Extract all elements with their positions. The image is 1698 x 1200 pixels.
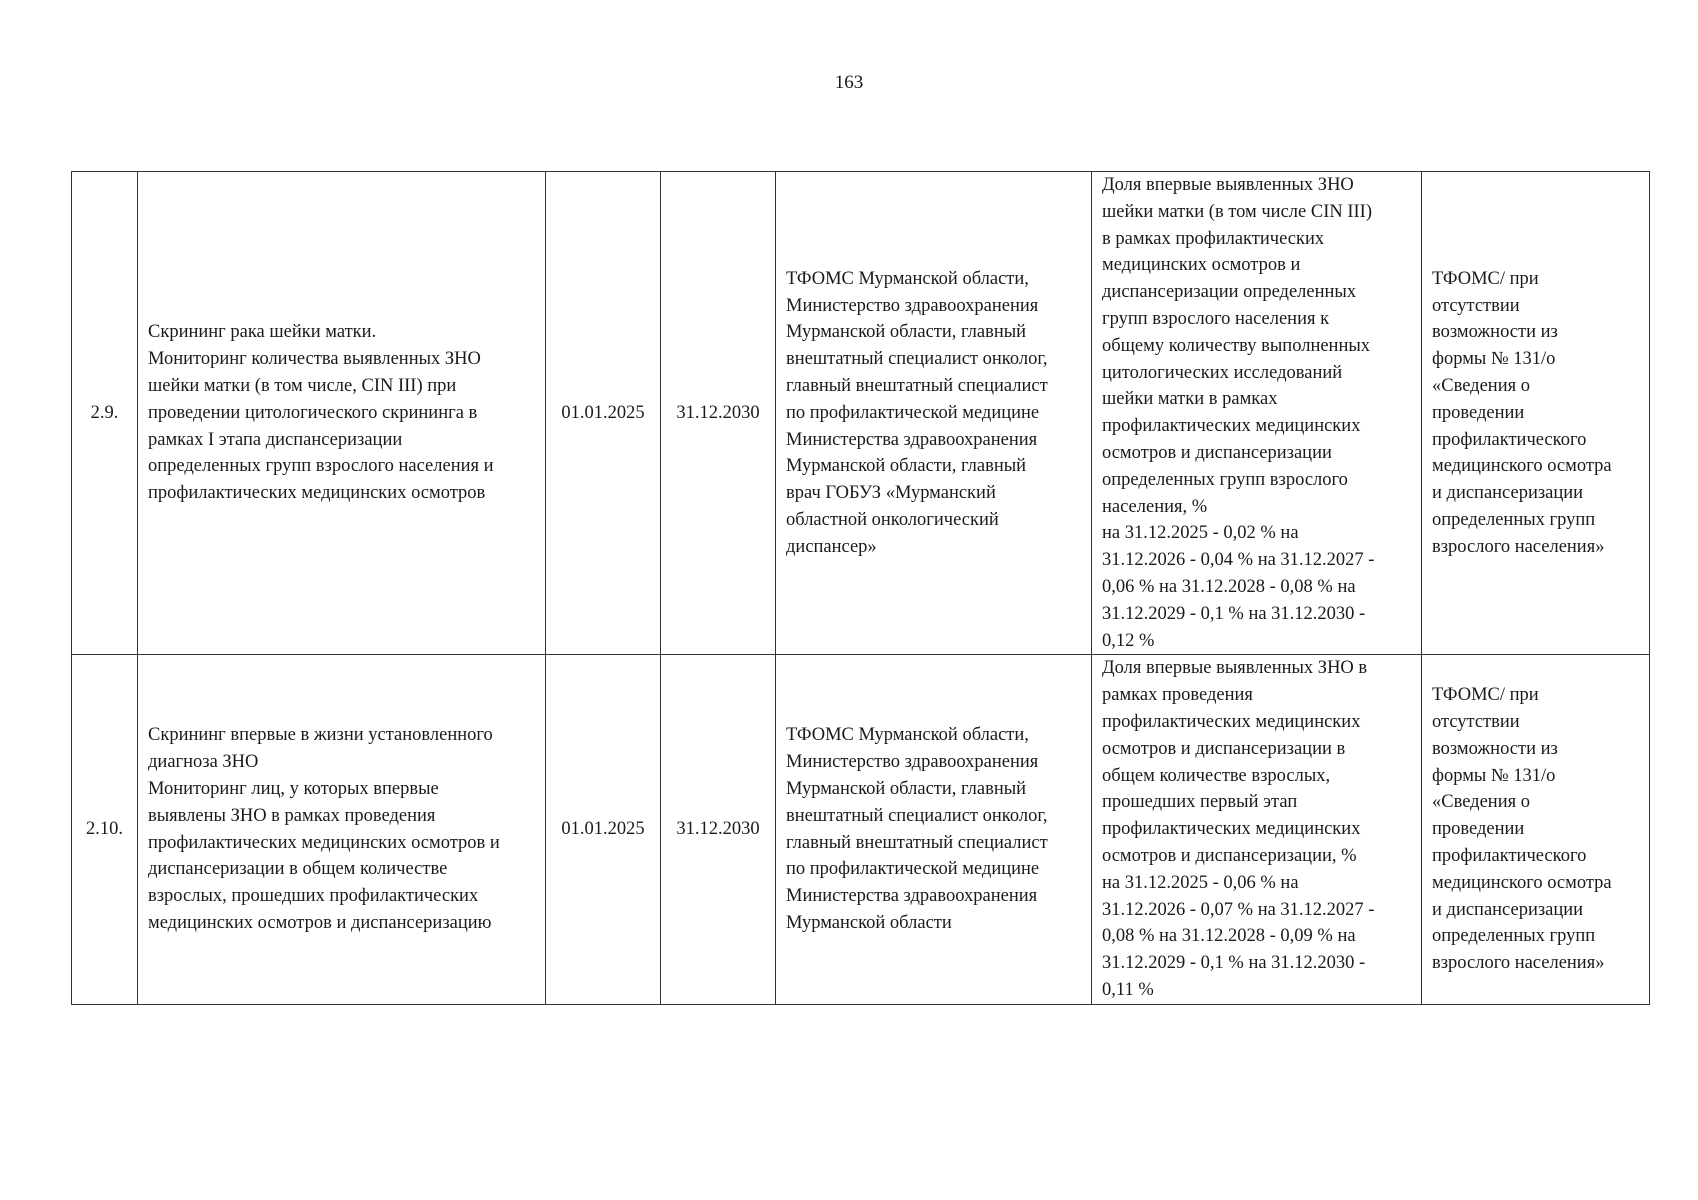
table-row: [72, 172, 1650, 655]
measure-description: [138, 655, 546, 1004]
text-line: Мурманской области, главный: [786, 456, 1027, 477]
end-date: 31.12.2030: [661, 655, 776, 1004]
text-line: проведении: [1432, 819, 1525, 840]
text-line: 31.12.2029 - 0,1 % на 31.12.2030 -: [1102, 603, 1366, 624]
text-line: отсутствии: [1432, 295, 1520, 316]
text-line: врач ГОБУЗ «Мурманский: [786, 483, 996, 504]
text-line: медицинских осмотров и диспансеризацию: [148, 912, 492, 933]
row-number: 2.10.: [72, 655, 138, 1004]
text-line: проведении цитологического скрининга в: [148, 402, 478, 423]
text-line: медицинского осмотра: [1432, 872, 1612, 893]
table-row: [72, 655, 1650, 1004]
text-line: определенных групп: [1432, 926, 1596, 947]
text-line: шейки матки (в том числе CIN III): [1102, 201, 1372, 222]
text-line: ТФОМС Мурманской области,: [786, 268, 1029, 289]
text-line: по профилактической медицине: [786, 402, 1040, 423]
row-number: 2.9.: [72, 172, 138, 655]
text-line: областной онкологический: [786, 509, 999, 530]
text-line: 0,11 %: [1102, 979, 1154, 1000]
data-source: [1422, 172, 1650, 655]
text-line: общем количестве взрослых,: [1102, 765, 1331, 786]
text-line: профилактических медицинских: [1102, 711, 1361, 732]
text-line: профилактических медицинских: [1102, 416, 1361, 437]
text-line: Мурманской области: [786, 912, 952, 933]
text-line: внештатный специалист онколог,: [786, 349, 1048, 370]
measure-description: [138, 172, 546, 655]
text-line: рамках проведения: [1102, 685, 1253, 706]
responsible-executors: [776, 172, 1092, 655]
text-line: Министерство здравоохранения: [786, 295, 1039, 316]
start-date: 01.01.2025: [546, 655, 661, 1004]
text-line: Скрининг впервые в жизни установленного: [148, 725, 493, 746]
measures-table: [71, 171, 1650, 1005]
start-date: 01.01.2025: [546, 172, 661, 655]
text-line: взрослого населения»: [1432, 953, 1605, 974]
text-line: профилактических медицинских осмотров: [148, 483, 486, 504]
text-line: «Сведения о: [1432, 792, 1530, 813]
text-line: диспансер»: [786, 536, 877, 557]
text-line: Доля впервые выявленных ЗНО: [1102, 175, 1354, 195]
text-line: ТФОМС/ при: [1432, 268, 1539, 289]
text-line: шейки матки (в том числе, CIN III) при: [148, 375, 457, 396]
text-line: на 31.12.2025 - 0,02 % на: [1102, 523, 1299, 544]
text-line: осмотров и диспансеризации, %: [1102, 845, 1357, 866]
text-line: осмотров и диспансеризации в: [1102, 738, 1346, 759]
text-line: Министерства здравоохранения: [786, 886, 1038, 907]
text-line: определенных групп взрослого населения и: [148, 456, 494, 477]
text-line: Доля впервые выявленных ЗНО в: [1102, 658, 1368, 679]
text-line: формы № 131/о: [1432, 765, 1556, 786]
text-line: в рамках профилактических: [1102, 228, 1325, 249]
text-line: на 31.12.2025 - 0,06 % на: [1102, 872, 1299, 893]
text-line: возможности из: [1432, 738, 1558, 759]
text-line: общему количеству выполненных: [1102, 335, 1371, 356]
text-line: взрослого населения»: [1432, 536, 1605, 557]
text-line: медицинского осмотра: [1432, 456, 1612, 477]
text-line: профилактических медицинских осмотров и: [148, 832, 500, 853]
text-line: 31.12.2026 - 0,07 % на 31.12.2027 -: [1102, 899, 1375, 920]
text-line: выявлены ЗНО в рамках проведения: [148, 805, 436, 826]
text-line: осмотров и диспансеризации: [1102, 442, 1332, 463]
text-line: Мониторинг количества выявленных ЗНО: [148, 349, 481, 370]
text-line: проведении: [1432, 402, 1525, 423]
text-line: населения, %: [1102, 496, 1208, 517]
text-line: групп взрослого населения к: [1102, 308, 1330, 329]
text-line: 0,08 % на 31.12.2028 - 0,09 % на: [1102, 926, 1356, 947]
text-line: прошедших первый этап: [1102, 792, 1298, 813]
text-line: определенных групп: [1432, 509, 1596, 530]
text-line: профилактических медицинских: [1102, 819, 1361, 840]
text-line: возможности из: [1432, 322, 1558, 343]
text-line: диагноза ЗНО: [148, 752, 259, 773]
text-line: диспансеризации в общем количестве: [148, 859, 448, 880]
text-line: шейки матки в рамках: [1102, 389, 1278, 410]
text-line: Министерство здравоохранения: [786, 752, 1039, 773]
text-line: цитологических исследований: [1102, 362, 1343, 383]
text-line: 31.12.2029 - 0,1 % на 31.12.2030 -: [1102, 953, 1366, 974]
text-line: взрослых, прошедших профилактических: [148, 886, 479, 907]
text-line: 0,06 % на 31.12.2028 - 0,08 % на: [1102, 576, 1356, 597]
text-line: главный внештатный специалист: [786, 375, 1048, 396]
text-line: главный внештатный специалист: [786, 832, 1048, 853]
text-line: ТФОМС/ при: [1432, 685, 1539, 706]
text-line: и диспансеризации: [1432, 899, 1584, 920]
text-line: ТФОМС Мурманской области,: [786, 725, 1029, 746]
text-line: «Сведения о: [1432, 375, 1530, 396]
text-line: внештатный специалист онколог,: [786, 805, 1048, 826]
data-source: [1422, 655, 1650, 1004]
text-line: рамках I этапа диспансеризации: [148, 429, 403, 450]
end-date: 31.12.2030: [661, 172, 776, 655]
target-indicator: [1092, 172, 1422, 655]
text-line: профилактического: [1432, 429, 1587, 450]
text-line: по профилактической медицине: [786, 859, 1040, 880]
text-line: Мурманской области, главный: [786, 778, 1027, 799]
page-number: 163: [834, 72, 864, 93]
responsible-executors: [776, 655, 1092, 1004]
text-line: профилактического: [1432, 845, 1587, 866]
text-line: диспансеризации определенных: [1102, 282, 1357, 303]
text-line: 31.12.2026 - 0,04 % на 31.12.2027 -: [1102, 550, 1375, 571]
text-line: Скрининг рака шейки матки.: [148, 322, 377, 343]
text-line: Мониторинг лиц, у которых впервые: [148, 778, 439, 799]
target-indicator: [1092, 655, 1422, 1004]
text-line: 0,12 %: [1102, 630, 1155, 651]
text-line: формы № 131/о: [1432, 349, 1556, 370]
text-line: Мурманской области, главный: [786, 322, 1027, 343]
text-line: медицинских осмотров и: [1102, 255, 1301, 276]
text-line: определенных групп взрослого: [1102, 469, 1348, 490]
text-line: и диспансеризации: [1432, 483, 1584, 504]
text-line: отсутствии: [1432, 711, 1520, 732]
text-line: Министерства здравоохранения: [786, 429, 1038, 450]
